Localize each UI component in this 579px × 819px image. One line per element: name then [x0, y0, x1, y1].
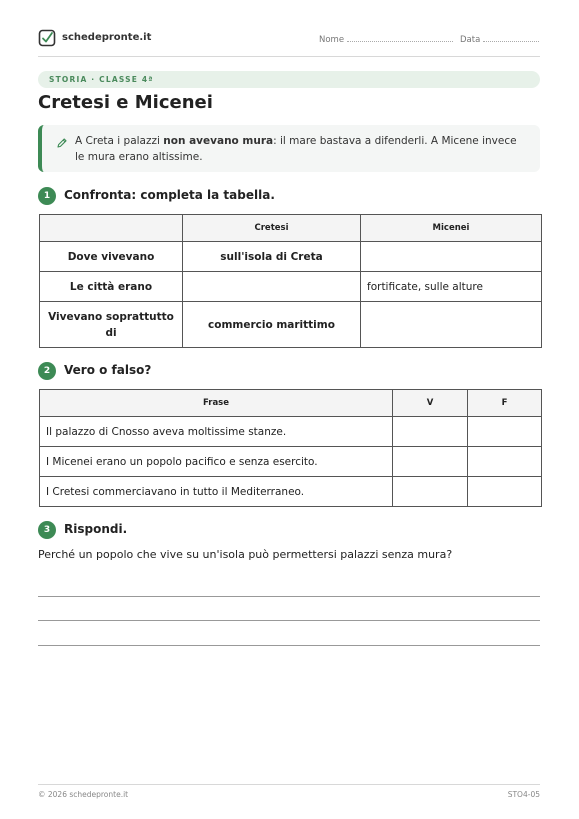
name-field [319, 34, 453, 45]
footer-copyright: © 2026 schedepronte.it [38, 790, 129, 799]
table-cell: sull'isola di Creta [183, 242, 361, 272]
section-number: 3 [38, 521, 56, 539]
table-row [40, 242, 542, 272]
table-row [40, 447, 542, 477]
section-label: Rispondi. [64, 522, 128, 536]
table-row [40, 417, 542, 447]
statement-cell: I Micenei erano un popolo pacifico e senza esercito. [40, 447, 393, 477]
section-label: Confronta: completa la tabella. [64, 188, 275, 202]
table-header-row [40, 215, 542, 242]
true-checkbox-cell[interactable] [393, 417, 468, 447]
row-label: Vivevano soprattutto di [40, 302, 183, 348]
fill-in-cell[interactable] [361, 242, 542, 272]
page-title: Cretesi e Micenei [38, 92, 213, 113]
note-text-pre: A Creta i palazzi [75, 135, 164, 147]
table-row [40, 272, 542, 302]
true-checkbox-cell[interactable] [393, 477, 468, 507]
header-divider [38, 56, 540, 57]
question-text: Perché un popolo che vive su un'isola può permettersi palazzi senza mura? [38, 548, 453, 561]
table-cell: fortificate, sulle alture [361, 272, 542, 302]
table-header-cell: Cretesi [183, 215, 361, 242]
info-note [38, 125, 540, 172]
row-label: Dove vivevano [40, 242, 183, 272]
table-header-row [40, 390, 542, 417]
fill-in-cell[interactable] [183, 272, 361, 302]
section-number: 1 [38, 187, 56, 205]
table-header-cell [40, 215, 183, 242]
answer-line[interactable] [38, 596, 540, 597]
footer-divider [38, 784, 540, 785]
table-header-cell: F [468, 390, 542, 417]
table-header-cell: Micenei [361, 215, 542, 242]
note-text-bold: non avevano mura [163, 135, 274, 147]
answer-line[interactable] [38, 620, 540, 621]
false-checkbox-cell[interactable] [468, 447, 542, 477]
note-text-post: : il mare bastava a difenderli. A Micene invece le mura erano altissime. [75, 135, 517, 163]
section-number: 2 [38, 362, 56, 380]
statement-cell: Il palazzo di Cnosso aveva moltissime stanze. [40, 417, 393, 447]
pencil-icon [56, 137, 68, 149]
fill-in-cell[interactable] [361, 302, 542, 348]
table-cell: commercio marittimo [183, 302, 361, 348]
row-label: Le città erano [40, 272, 183, 302]
table-row [40, 477, 542, 507]
statement-cell: I Cretesi commerciavano in tutto il Mediterraneo. [40, 477, 393, 507]
false-checkbox-cell[interactable] [468, 417, 542, 447]
checklist-logo-icon [38, 29, 56, 47]
answer-line[interactable] [38, 645, 540, 646]
true-false-table [39, 389, 542, 507]
table-header-cell: Frase [40, 390, 393, 417]
table-header-cell: V [393, 390, 468, 417]
subject-tag: STORIA · CLASSE 4ª [38, 71, 540, 88]
true-checkbox-cell[interactable] [393, 447, 468, 477]
false-checkbox-cell[interactable] [468, 477, 542, 507]
section-label: Vero o falso? [64, 363, 152, 377]
date-label: Data [460, 35, 481, 45]
brand-name: schedepronte.it [62, 32, 152, 43]
note-text [75, 133, 525, 165]
table-row [40, 302, 542, 348]
page-header [38, 29, 540, 51]
date-field [460, 34, 539, 45]
name-label: Nome [319, 35, 345, 45]
footer-code: STO4-05 [507, 790, 540, 799]
comparison-table [39, 214, 542, 348]
